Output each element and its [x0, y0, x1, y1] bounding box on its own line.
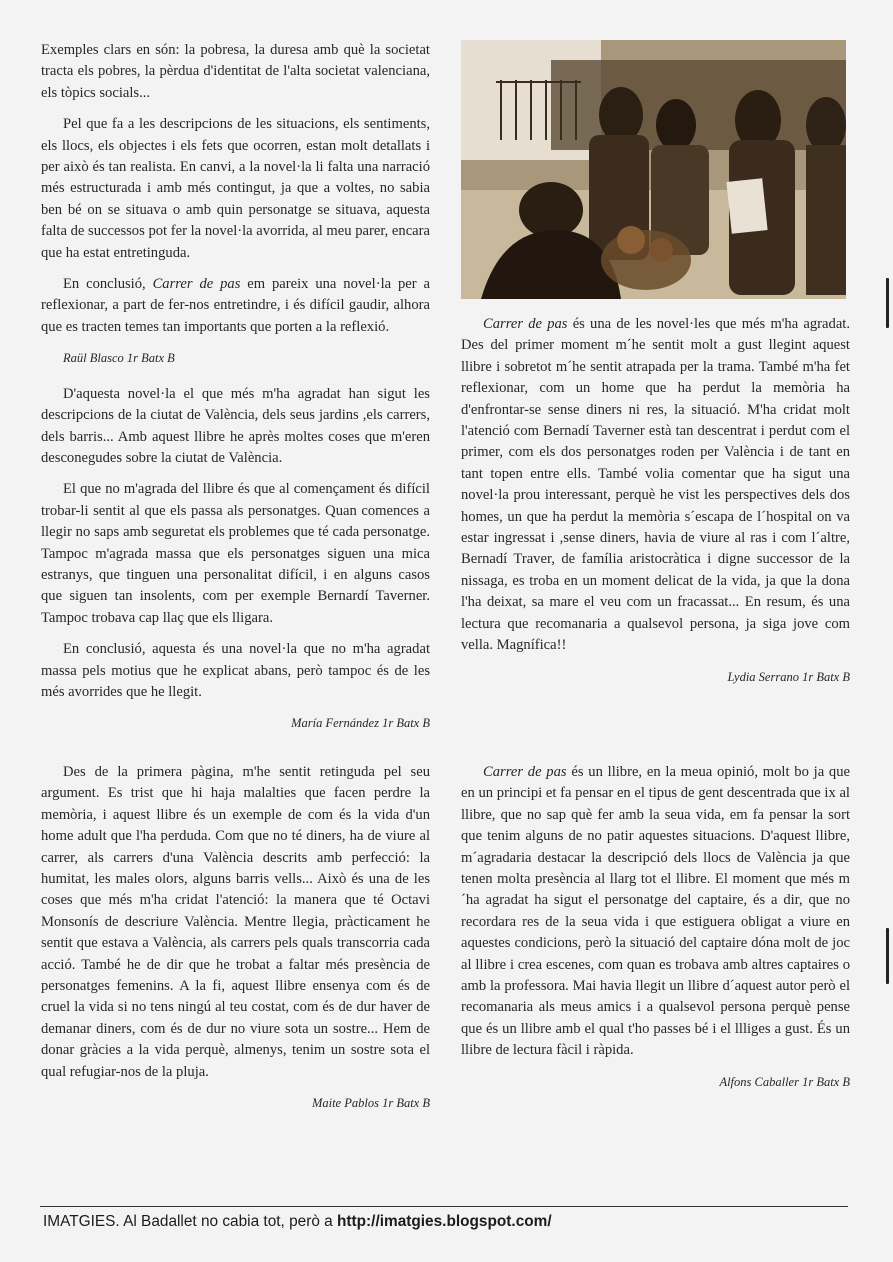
paragraph — [461, 314, 850, 657]
author-signature: Raül Blasco 1r Batx B — [63, 351, 175, 366]
book-title: Carrer de pas — [483, 764, 567, 780]
paragraph: El que no m'agrada del llibre és que al començament és difícil trobar-li sentit al que els passa als personatges. Quan comences a llegir no saps amb seguretat els problemes que té cada personatge. Tampoc m'agrada massa que els personatges siguen una mica estranys, que tinguen una personalitat difícil, i en alguns casos que siguen tan insolents, com per exemple Bernardí Taverner. Tampoc trobava cap llaç que els lligara. — [41, 481, 430, 626]
paragraph: Exemples clars en són: la pobresa, la duresa amb què la societat tracta els pobres, la pèrdua d'identitat de l'alta societat valenciana, els tòpics socials... — [41, 42, 430, 101]
review-column-4 — [461, 762, 850, 1103]
paragraph — [41, 274, 430, 338]
blog-link[interactable]: http://imatgies.blogspot.com/ — [337, 1213, 552, 1230]
author-signature: Maite Pablos 1r Batx B — [311, 1096, 430, 1111]
page-edge-mark — [886, 928, 889, 984]
book-title: Carrer de pas — [152, 276, 241, 293]
author-signature: Alfons Caballer 1r Batx B — [719, 1074, 850, 1089]
paragraph-text: és un llibre, en la meua opinió, molt bo ja que en un principi et fa pensar en el tipus de gent descentrada que ix al llibre, que no sap què fer amb la seua vida, em fa pensar la sort que tenim alguns de no patir aquestes situacions. D'aquest llibre, m´agradaria destacar la descripció dels llocs de València ja que tenen molta presència al llarg tot el llibre. El moment que més m´ha agradat ha sigut el personatge del captaire, és a dir, que no recordara res de la seua vida i que estiguera obligat a viure en aquestes condicions, però la situació del captaire dóna molt de joc al llibre i crea escenes, com quan es trobava amb altres captaires o amb la professora. Mai havia llegit un llibre d´aquest autor però el recomanaria als meus amics i a qualsevol persona perquè pense que és un llibre amb el qual t'ho passes bé i el llliges a gust. És un llibre de lectura fàcil i ràpida. — [461, 764, 851, 1059]
footer-text: IMATGIES. Al Badallet no cabia tot, però a — [43, 1213, 337, 1230]
author-signature: Lydia Serrano 1r Batx B — [727, 669, 850, 684]
book-title: Carrer de pas — [483, 316, 568, 332]
paragraph: En conclusió, aquesta és una novel·la que no m'ha agradat massa pels motius que he explicat abans, però tampoc és de les més avorrides que he llegit. — [41, 641, 430, 700]
page-edge-mark — [886, 278, 889, 328]
paragraph: Des de la primera pàgina, m'he sentit retinguda pel seu argument. Es trist que hi haja malalties que facen perdre la memòria, i aquest llibre és un exemple de com és la vida d'un home adult que l'ha perduda. Com que no té diners, ha de viure al carrer, als carrers d'una València descrits amb perfecció: la humitat, les males olors, alguns barris vells... Això és una de les coses que més m'ha cridat l'atenció: la manera que té Octavi Monsonís de descriure València. Mentre llegia, pràcticament he sentit que estava a València, als carrers pels quals transcorria cada acció. També he de dir que he trobat a faltar més presència de personatges femenins. A la fi, aquest llibre ensenya com és de cruel la vida si no tens ningú al teu costat, com és de dur haver de demanar diners, com és de dur no viure sota un sostre... Hem de donar gràcies a la vida perquè, almenys, tenim un sostre sota el qual refugiar-nos de la pluja. — [41, 764, 430, 1080]
review-column-1 — [41, 40, 430, 745]
photo-illustration — [461, 40, 846, 299]
paragraph-text: em pareix una novel·la per a reflexionar, a part de fer-nos entretindre, i és difícil gaudir, alhora que es tracten temes tan importants que porten a la reflexió. — [41, 276, 430, 335]
paragraph: Pel que fa a les descripcions de les situacions, els sentiments, els llocs, els objectes i els fets que ocorren, estan molt detallats i per això és tan realista. En canvi, a la novel·la li falta una narració més estructurada i amb més contingut, ja que a voltes, no sabia ben bé on se situava o amb quin personatge se situava, aquesta falta de successos pot fer la novel·la avorrida, al meu parer, encara que ha estat entretinguda. — [41, 116, 430, 261]
paragraph-text: és una de les novel·les que més m'ha agradat. Des del primer moment m´he sentit molt a gust llegint aquest llibre i sobretot m´he sentit atrapada per la trama. També m'ha fet reflexionar, com un home que ha perdut la memòria ha d'enfrontar-se sense diners ni res, la situació. M'ha cridat molt l'atenció com Bernadí Taverner està tan descentrat i perdut com el primer, com els dos personatges roden per València i de tant en tant topen entre ells. També volia comentar que ha sigut una novel·la prou interessant, perquè he vist les perspectives dels dos homes, un que ha perdut la memòria s´escapa de l´hospital on va estar ingressat i ,sense diners, havia de viure al ras i com l´altre, Bernadí Traver, de família aristocràtica i digne successor de la nissaga, es troba en un moment delicat de la vida, ja que la dona l'ha deixat, sa mare el veu com un fracassat... En resum, és una lectura que recomanaria a qualsevol persona, ja siga jove com vella. Magnífica!! — [461, 316, 851, 654]
paragraph: D'aquesta novel·la el que més m'ha agradat han sigut les descripcions de la ciutat de València, dels seus jardins ,els carrers, dels barris... Amb aquest llibre he après moltes coses que m'eren desconegudes sobre la ciutat de València. — [41, 385, 430, 466]
author-signature: María Fernández 1r Batx B — [291, 716, 430, 731]
students-photo — [461, 40, 846, 299]
paragraph-text: En conclusió, — [63, 276, 153, 293]
paragraph — [461, 762, 850, 1062]
review-column-3 — [41, 762, 430, 1125]
footer — [43, 1213, 552, 1231]
footer-rule — [40, 1206, 848, 1207]
review-column-2 — [461, 314, 850, 698]
